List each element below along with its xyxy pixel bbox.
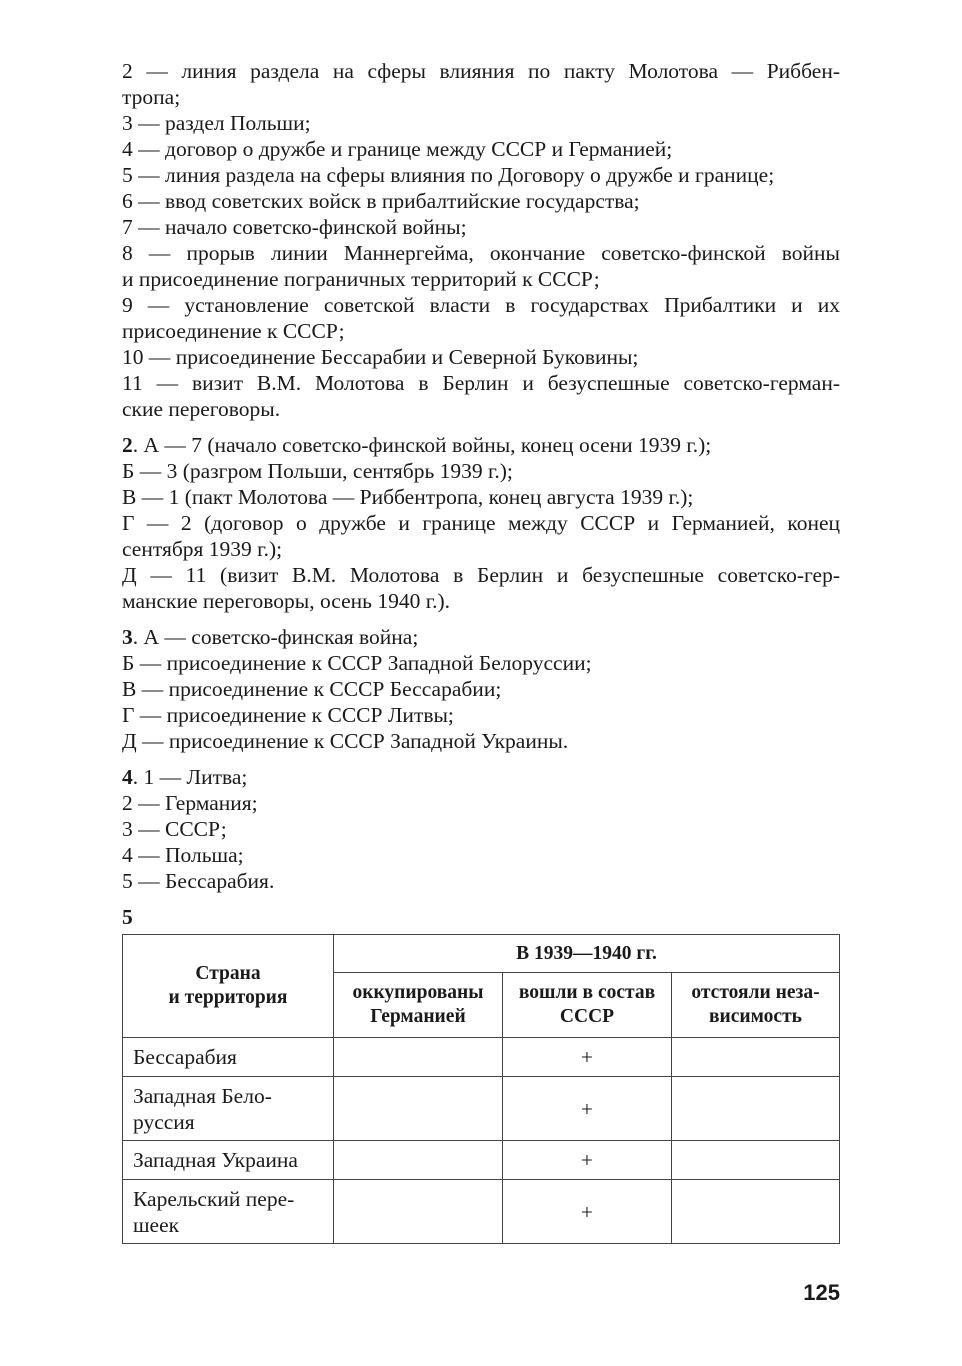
answer-line: манские переговоры, осень 1940 г.).	[122, 589, 450, 613]
legend-line: 10 — присоединение Бессарабии и Северной Буковины;	[122, 345, 639, 369]
legend-line: и присоединение пограничных территорий к СССР;	[122, 267, 600, 291]
cell-independent	[672, 1180, 840, 1244]
legend-line: 11 — визит В.М. Молотова в Берлин и безуспешные советско-герман-	[122, 371, 840, 395]
table-row	[123, 1141, 840, 1180]
legend-line: 4 — договор о дружбе и границе между СССР и Германией;	[122, 137, 673, 161]
table-corner-header	[123, 935, 334, 1038]
column-header-occupied	[334, 973, 503, 1038]
row-territory-name	[123, 1180, 334, 1244]
page-content	[122, 58, 840, 1244]
answer-section-4	[122, 764, 840, 894]
territory-text: Западная Бело-	[133, 1083, 272, 1108]
cell-independent	[672, 1038, 840, 1077]
answer-line: 5 — Бессарабия.	[122, 869, 275, 893]
legend-line: 9 — установление советской власти в государствах Прибалтики и их	[122, 293, 840, 317]
answer-line: 4 — Польша;	[122, 843, 244, 867]
cell-independent	[672, 1077, 840, 1141]
cell-joined: +	[503, 1038, 672, 1077]
header-text: висимость	[709, 1006, 802, 1027]
territory-text: Карельский пере-	[133, 1186, 295, 1211]
cell-independent	[672, 1141, 840, 1180]
table-group-header: В 1939—1940 гг.	[334, 935, 840, 973]
answer-section-3	[122, 624, 840, 754]
header-text: оккупированы	[352, 982, 484, 1003]
answer-line: Д — присоединение к СССР Западной Украины.	[122, 729, 569, 753]
header-text: вошли в состав	[518, 982, 656, 1003]
legend-line: 7 — начало советско-финской войны;	[122, 215, 467, 239]
answer-line: В — присоединение к СССР Бессарабии;	[122, 677, 502, 701]
answer-number: 2	[122, 433, 133, 457]
answer-line: сентября 1939 г.);	[122, 537, 283, 561]
header-text: и территория	[168, 987, 288, 1008]
answer-line	[122, 624, 840, 650]
table-row	[123, 1180, 840, 1244]
answer-text: . А — 7 (начало советско-финской войны, конец осени 1939 г.);	[132, 433, 712, 457]
legend-line: тропа;	[122, 85, 181, 109]
map-legend-list	[122, 58, 840, 422]
row-territory-name	[123, 1141, 334, 1180]
table-row	[123, 1038, 840, 1077]
answer-section-2	[122, 432, 840, 614]
table-row	[123, 1077, 840, 1141]
answer-line: Б — присоединение к СССР Западной Белоруссии;	[122, 651, 592, 675]
answer-line	[122, 432, 840, 458]
cell-occupied	[334, 1038, 503, 1077]
territory-text: руссия	[133, 1109, 195, 1134]
header-text: отстояли неза-	[691, 982, 820, 1003]
answer-line: Г — присоединение к СССР Литвы;	[122, 703, 454, 727]
answer-line	[122, 764, 840, 790]
territory-status-table	[122, 934, 840, 1244]
legend-line: 3 — раздел Польши;	[122, 111, 311, 135]
cell-occupied	[334, 1141, 503, 1180]
legend-line: 8 — прорыв линии Маннергейма, окончание советско-финской войны	[122, 241, 840, 265]
header-text: СССР	[559, 1006, 615, 1027]
cell-occupied	[334, 1180, 503, 1244]
cell-joined: +	[503, 1180, 672, 1244]
legend-line: 6 — ввод советских войск в прибалтийские государства;	[122, 189, 640, 213]
answer-number: 3	[122, 625, 133, 649]
answer-line: 2 — Германия;	[122, 791, 258, 815]
legend-line: ские переговоры.	[122, 397, 281, 421]
answer-line: Д — 11 (визит В.М. Молотова в Берлин и безуспешные советско-гер-	[122, 563, 840, 587]
answer-text: . 1 — Литва;	[132, 765, 248, 789]
territory-text: Западная Украина	[133, 1148, 298, 1172]
answer-number: 4	[122, 765, 133, 789]
answer-line: Г — 2 (договор о дружбе и границе между СССР и Германией, конец	[122, 511, 840, 535]
column-header-joined	[503, 973, 672, 1038]
legend-line: 2 — линия раздела на сферы влияния по пакту Молотова — Риббен-	[122, 59, 840, 83]
answer-number: 5	[122, 905, 133, 929]
answer-text: . А — советско-финская война;	[132, 625, 419, 649]
page-number: 125	[803, 1280, 840, 1305]
answer-line: В — 1 (пакт Молотова — Риббентропа, конец августа 1939 г.);	[122, 485, 694, 509]
answer-line: 3 — СССР;	[122, 817, 227, 841]
cell-joined: +	[503, 1077, 672, 1141]
territory-text: Бессарабия	[133, 1045, 237, 1069]
territory-text: шеек	[133, 1212, 180, 1237]
cell-joined: +	[503, 1141, 672, 1180]
header-text: Германией	[370, 1006, 466, 1027]
answer-line: Б — 3 (разгром Польши, сентябрь 1939 г.);	[122, 459, 513, 483]
header-text: Страна	[195, 963, 261, 984]
legend-line: присоединение к СССР;	[122, 319, 345, 343]
legend-line: 5 — линия раздела на сферы влияния по Договору о дружбе и границе;	[122, 163, 775, 187]
column-header-independent	[672, 973, 840, 1038]
row-territory-name	[123, 1077, 334, 1141]
cell-occupied	[334, 1077, 503, 1141]
row-territory-name	[123, 1038, 334, 1077]
